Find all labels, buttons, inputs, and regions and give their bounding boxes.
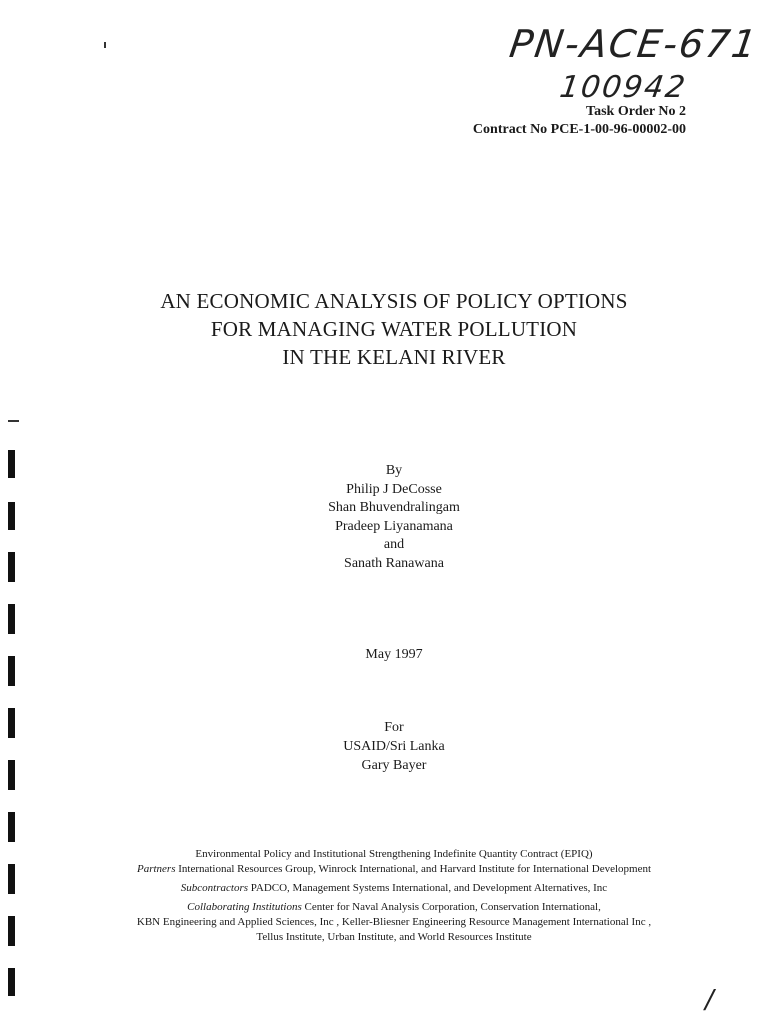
footer-credits <box>0 847 768 945</box>
collaborating-line <box>0 900 768 915</box>
corner-mark: / <box>705 985 714 1015</box>
binding-mark <box>8 864 15 894</box>
for-label: For <box>384 720 404 735</box>
subcontractors-line <box>0 881 768 896</box>
contract-number: Contract No PCE-1-00-96-00002-00 <box>472 122 686 137</box>
authors-block <box>0 462 768 573</box>
binding-mark <box>8 760 15 790</box>
handwritten-document-number: PN-ACE-671 <box>506 22 761 66</box>
prepared-for-block <box>0 718 768 775</box>
binding-mark <box>8 552 15 582</box>
author-name: Shan Bhuvendralingam <box>328 500 460 515</box>
author-name: Philip J DeCosse <box>346 481 442 497</box>
title-line-2: FOR MANAGING WATER POLLUTION <box>210 317 578 341</box>
subcontractors-label: Subcontractors <box>180 882 249 894</box>
partners-text: International Resources Group, Winrock International, and Harvard Institute for International Development <box>178 863 652 875</box>
collaborating-label: Collaborating Institutions <box>187 901 302 913</box>
and-label: and <box>383 537 405 552</box>
by-label: By <box>385 463 403 478</box>
binding-mark <box>8 916 15 946</box>
title-line-3: IN THE KELANI RIVER <box>282 345 506 369</box>
contract-line: Environmental Policy and Institutional Strengthening Indefinite Quantity Contract (EPIQ) <box>195 848 593 860</box>
author-name: Sanath Ranawana <box>344 555 444 571</box>
handwritten-accession-number: 100942 <box>557 70 689 105</box>
agency-name: USAID/Sri Lanka <box>343 739 445 754</box>
title-line-1: AN ECONOMIC ANALYSIS OF POLICY OPTIONS <box>160 289 628 313</box>
binding-mark <box>8 502 15 530</box>
binding-mark <box>8 450 15 478</box>
publication-date: May 1997 <box>365 647 423 662</box>
author-name: Pradeep Liyanamana <box>335 518 453 534</box>
collaborating-text: Center for Naval Analysis Corporation, Conservation International, <box>304 901 601 913</box>
contract-info <box>473 103 686 139</box>
recipient-name: Gary Bayer <box>361 758 427 773</box>
binding-dash <box>8 420 19 422</box>
binding-mark <box>8 604 15 634</box>
subcontractors-text: PADCO, Management Systems International, and Development Alternatives, Inc <box>250 882 608 894</box>
collaborating-text-2: KBN Engineering and Applied Sciences, Inc , Keller-Bliesner Engineering Resource Management International Inc , <box>136 916 652 928</box>
collaborating-text-3: Tellus Institute, Urban Institute, and World Resources Institute <box>256 931 532 943</box>
task-order-number: Task Order No 2 <box>586 104 686 119</box>
binding-mark <box>8 812 15 842</box>
binding-mark <box>8 968 15 996</box>
document-title <box>0 287 768 371</box>
binding-mark <box>8 708 15 738</box>
binding-mark <box>8 656 15 686</box>
partners-label: Partners <box>136 863 176 875</box>
partners-line <box>0 862 768 877</box>
scan-speck <box>104 42 106 48</box>
